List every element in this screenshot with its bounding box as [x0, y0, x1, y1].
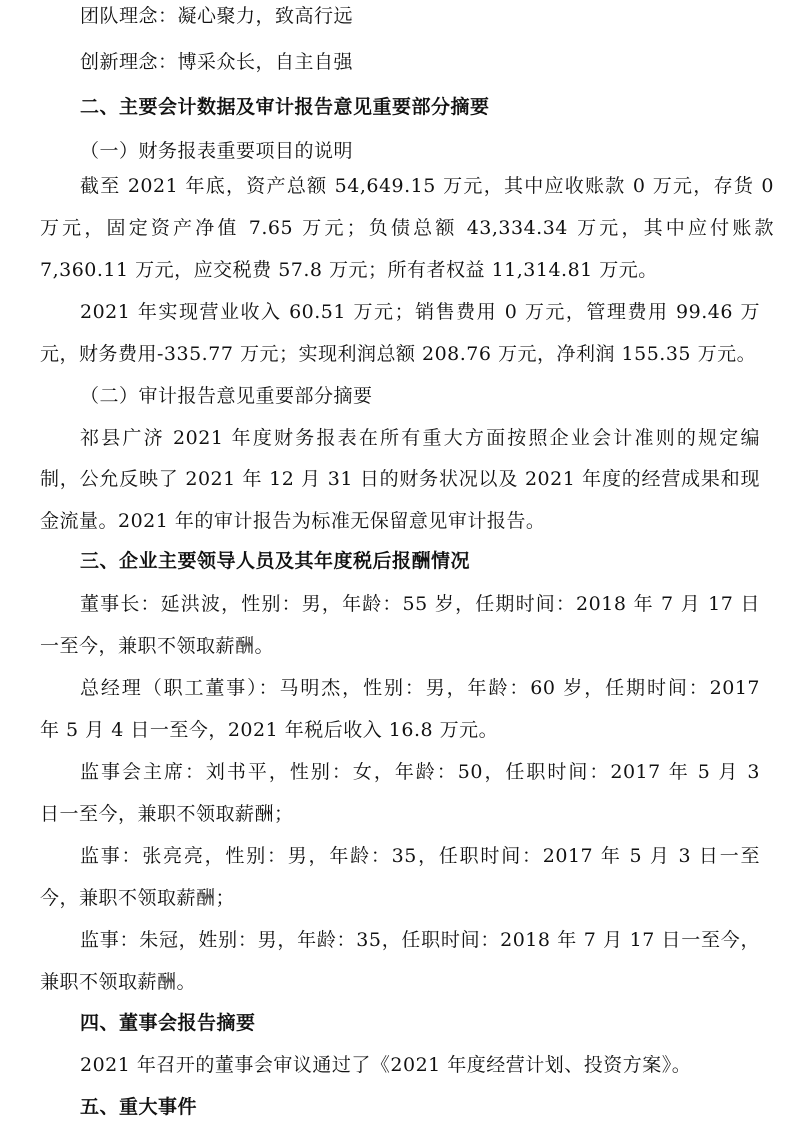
general-manager-line-2: 年 5 月 4 日一至今，2021 年税后收入 16.8 万元。	[40, 719, 499, 741]
innovation-philosophy-line: 创新理念：博采众长，自主自强	[80, 51, 354, 73]
paragraph-audit-line-2: 制，公允反映了 2021 年 12 月 31 日的财务状况以及 2021 年度的经营成果和现	[40, 468, 760, 490]
board-report-paragraph: 2021 年召开的董事会审议通过了《2021 年度经营计划、投资方案》。	[80, 1054, 692, 1076]
paragraph-assets-line-2: 万元，固定资产净值 7.65 万元；负债总额 43,334.34 万元，其中应付账款	[40, 217, 774, 239]
subsection-heading-2-2: （二）审计报告意见重要部分摘要	[80, 385, 373, 407]
general-manager-line-1: 总经理（职工董事）：马明杰，性别：男，年龄：60 岁，任期时间：2017	[80, 677, 760, 699]
paragraph-audit-line-3: 金流量。2021 年的审计报告为标准无保留意见审计报告。	[40, 510, 546, 532]
supervisor-chair-line-2: 日一至今，兼职不领取薪酬；	[40, 803, 294, 825]
section-heading-3: 三、企业主要领导人员及其年度税后报酬情况	[80, 550, 471, 572]
chairman-line-1: 董事长：延洪波，性别：男，年龄：55 岁，任期时间：2018 年 7 月 17 日	[80, 593, 760, 615]
supervisor-2-line-1: 监事：朱冠，姓别：男，年龄：35，任职时间：2018 年 7 月 17 日一至今，	[80, 929, 760, 951]
chairman-line-2: 一至今，兼职不领取薪酬。	[40, 635, 275, 657]
section-heading-4: 四、董事会报告摘要	[80, 1012, 256, 1034]
paragraph-income-line-1: 2021 年实现营业收入 60.51 万元；销售费用 0 万元，管理费用 99.46 万	[80, 301, 760, 323]
supervisor-1-line-1: 监事：张亮亮，性别：男，年龄：35，任职时间：2017 年 5 月 3 日一至	[80, 845, 760, 867]
supervisor-1-line-2: 今，兼职不领取薪酬；	[40, 887, 236, 909]
paragraph-income-line-2: 元，财务费用-335.77 万元；实现利润总额 208.76 万元，净利润 155.35 万元。	[40, 343, 757, 365]
section-heading-5: 五、重大事件	[80, 1096, 198, 1118]
supervisor-2-line-2: 兼职不领取薪酬。	[40, 971, 197, 993]
supervisor-chair-line-1: 监事会主席：刘书平，性别：女，年龄：50，任职时间：2017 年 5 月 3	[80, 761, 760, 783]
paragraph-assets-line-1: 截至 2021 年底，资产总额 54,649.15 万元，其中应收账款 0 万元，存货 0	[80, 175, 774, 197]
section-heading-2: 二、主要会计数据及审计报告意见重要部分摘要	[80, 96, 490, 118]
team-philosophy-line: 团队理念：凝心聚力，致高行远	[80, 5, 354, 27]
paragraph-assets-line-3: 7,360.11 万元，应交税费 57.8 万元；所有者权益 11,314.81 万元。	[40, 259, 658, 281]
paragraph-audit-line-1: 祁县广济 2021 年度财务报表在所有重大方面按照企业会计准则的规定编	[80, 427, 760, 449]
subsection-heading-2-1: （一）财务报表重要项目的说明	[80, 140, 354, 162]
